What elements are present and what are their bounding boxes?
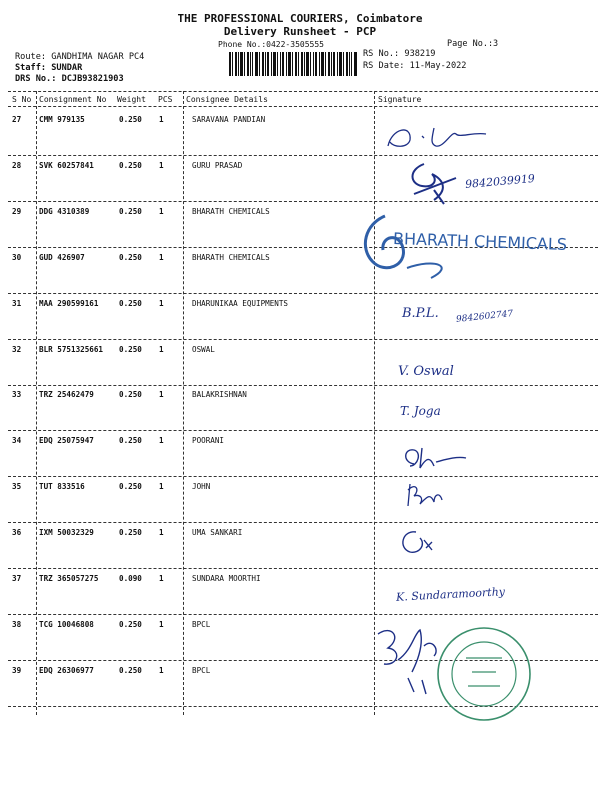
cell-consignee: BHARATH CHEMICALS: [192, 206, 270, 216]
signature-35: [404, 480, 444, 514]
round-stamp: [432, 622, 536, 730]
cell-weight: 0.250: [119, 619, 142, 629]
cell-sno: 39: [12, 665, 22, 675]
col-header-signature: Signature: [378, 95, 422, 104]
cell-weight: 0.250: [119, 298, 142, 308]
signature-34: [400, 444, 470, 476]
runsheet-title: Delivery Runsheet - PCP: [223, 25, 377, 38]
cell-consignee: GURU PRASAD: [192, 160, 243, 170]
cell-sno: 28: [12, 160, 22, 170]
cell-consignment: MAA 290599161: [39, 298, 99, 308]
cell-weight: 0.250: [119, 206, 142, 216]
cell-consignment: TRZ 25462479: [39, 390, 94, 400]
cell-pcs: 1: [159, 206, 164, 216]
cell-consignee: BPCL: [192, 665, 211, 675]
row-rule: [8, 430, 598, 431]
cell-weight: 0.250: [119, 482, 142, 492]
row-rule: [8, 476, 598, 477]
signature-32: V. Oswal: [398, 364, 454, 379]
col-divider: [36, 91, 37, 715]
cell-sno: 33: [12, 390, 22, 400]
signature-28: [404, 160, 464, 210]
cell-pcs: 1: [159, 160, 164, 170]
cell-sno: 34: [12, 436, 22, 446]
signature-36: [396, 526, 436, 562]
cell-weight: 0.250: [119, 528, 142, 538]
cell-consignee: SUNDARA MOORTHI: [192, 574, 261, 583]
cell-weight: 0.250: [119, 252, 142, 262]
drs-number: DRS No.: DCJB93821903: [15, 74, 124, 84]
cell-consignee: BALAKRISHNAN: [192, 390, 247, 400]
cell-weight: 0.250: [119, 436, 142, 446]
cell-consignment: TRZ 365057275: [39, 574, 99, 583]
cell-pcs: 1: [159, 390, 164, 400]
row-rule: [8, 339, 598, 340]
cell-sno: 29: [12, 206, 22, 216]
cell-consignee: DHARUNIKAA EQUIPMENTS: [192, 298, 289, 308]
cell-consignee: BHARATH CHEMICALS: [192, 252, 270, 262]
cell-consignee: POORANI: [192, 436, 225, 446]
row-rule: [8, 522, 598, 523]
route: Route: GANDHIMA NAGAR PC4: [15, 52, 145, 62]
cell-consignee: OSWAL: [192, 344, 215, 354]
cell-sno: 38: [12, 619, 22, 629]
cell-weight: 0.250: [119, 665, 142, 675]
cell-consignment: IXM 50032329: [39, 528, 94, 538]
cell-consignment: GUD 426907: [39, 252, 85, 262]
col-header-consignee: Consignee Details: [186, 95, 268, 104]
cell-consignment: EDQ 25075947: [39, 436, 94, 446]
cell-sno: 30: [12, 252, 22, 262]
cell-consignment: EDQ 26306977: [39, 665, 94, 675]
col-divider: [183, 91, 184, 715]
row-rule: [8, 155, 598, 156]
cell-consignment: TUT 833516: [39, 482, 85, 492]
col-header-pcs: PCS: [158, 95, 173, 104]
cell-pcs: 1: [159, 482, 164, 492]
cell-pcs: 1: [159, 252, 164, 262]
cell-pcs: 1: [159, 436, 164, 446]
cell-sno: 27: [12, 115, 22, 124]
page-number: Page No.:3: [447, 39, 499, 49]
cell-sno: 32: [12, 344, 22, 354]
cell-consignee: SARAVANA PANDIAN: [192, 115, 266, 124]
cell-consignment: CMM 979135: [39, 115, 85, 124]
cell-pcs: 1: [159, 528, 164, 538]
staff: Staff: SUNDAR: [15, 63, 83, 73]
phone-28: 9842039919: [464, 171, 536, 192]
cell-consignee: JOHN: [192, 482, 211, 492]
cell-weight: 0.250: [119, 390, 142, 400]
company-title: THE PROFESSIONAL COURIERS, Coimbatore: [177, 12, 423, 25]
cell-weight: 0.250: [119, 160, 142, 170]
cell-pcs: 1: [159, 115, 164, 124]
row-rule: [8, 201, 598, 202]
cell-pcs: 1: [159, 574, 164, 583]
col-header-sno: S No: [12, 95, 32, 104]
row-rule: [8, 614, 598, 615]
col-header-consignment: Consignment No: [39, 95, 107, 104]
signature-31: B.P.L.: [402, 306, 439, 321]
cell-consignee: UMA SANKARI: [192, 528, 243, 538]
cell-weight: 0.090: [119, 574, 142, 583]
rs-date: RS Date: 11-May-2022: [363, 61, 467, 71]
cell-weight: 0.250: [119, 344, 142, 354]
stamp-text: BHARATH CHEMICALS: [392, 228, 568, 255]
signature-37: K. Sundaramoorthy: [395, 585, 506, 604]
cell-pcs: 1: [159, 665, 164, 675]
cell-sno: 36: [12, 528, 22, 538]
signature-33: T. Joga: [400, 404, 441, 418]
cell-pcs: 1: [159, 298, 164, 308]
header-rule: [8, 106, 598, 107]
barcode: [229, 52, 357, 76]
col-header-weight: Weight: [117, 95, 146, 104]
cell-sno: 37: [12, 574, 22, 583]
cell-consignee: BPCL: [192, 619, 211, 629]
cell-sno: 35: [12, 482, 22, 492]
cell-pcs: 1: [159, 344, 164, 354]
cell-consignment: BLR 5751325661: [39, 344, 104, 354]
cell-consignment: TCG 10046808: [39, 619, 94, 629]
cell-pcs: 1: [159, 619, 164, 629]
signature-27: [382, 118, 492, 158]
cell-sno: 31: [12, 298, 22, 308]
row-rule: [8, 385, 598, 386]
cell-consignment: SVK 60257841: [39, 160, 94, 170]
table-top-rule: [8, 91, 598, 92]
cell-consignment: DDG 4310389: [39, 206, 90, 216]
row-rule: [8, 568, 598, 569]
rs-number: RS No.: 938219: [363, 49, 436, 59]
phone-number: Phone No.:0422-3505555: [218, 40, 324, 49]
cell-weight: 0.250: [119, 115, 142, 124]
phone-31: 9842602747: [455, 309, 514, 325]
